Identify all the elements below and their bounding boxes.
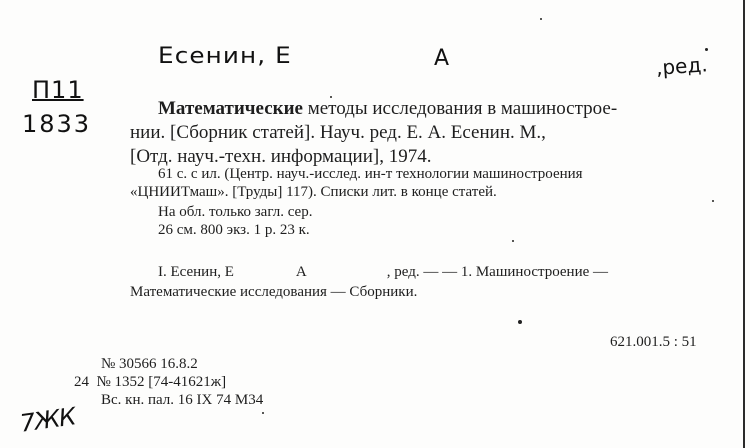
tracing-line-1 — [158, 264, 608, 281]
title-line-2: нии. [Сборник статей]. Науч. ред. Е. А. Есенин. М., — [130, 122, 546, 143]
tracing-subjects: , ред. — — 1. Машиностроение — — [386, 264, 609, 280]
udc-code: 621.001.5 : 51 — [610, 334, 697, 350]
ink-speck — [330, 96, 332, 98]
handwritten-role: ,ред. — [655, 52, 709, 80]
note-line: На обл. только загл. сер. — [158, 204, 313, 220]
card-edge — [743, 0, 745, 448]
registry-line-3: Вс. кн. пал. 16 IX 74 М34 — [101, 392, 264, 408]
registry-prefix: 24 — [74, 374, 89, 390]
ink-speck — [512, 240, 514, 242]
registry-line-1: № 30566 16.8.2 — [101, 356, 198, 372]
price-line: 26 см. 800 экз. 1 р. 23 к. — [158, 222, 310, 238]
ink-speck — [712, 200, 714, 202]
description-line-2: «ЦНИИТмаш». [Труды] 117). Списки лит. в конце статей. — [130, 184, 497, 200]
registry-line-2 — [74, 374, 226, 391]
title-bold-word: Математические — [158, 98, 303, 119]
ink-speck — [705, 48, 708, 51]
handwritten-signature: 7ЖК — [18, 402, 77, 438]
title-line-1-rest: методы исследования в машинострое- — [302, 98, 618, 119]
handwritten-author-name: Есенин, Е — [158, 44, 292, 69]
handwritten-shelf-mark-line2: 1833 — [22, 110, 92, 138]
title-line-1 — [158, 98, 617, 120]
ink-speck — [540, 18, 542, 20]
handwritten-author-initial: А — [434, 46, 450, 71]
ink-speck — [518, 320, 522, 324]
description-line-1: 61 с. с ил. (Центр. науч.-исслед. ин-т технологии машиностроения — [158, 166, 583, 182]
title-line-3: [Отд. науч.-техн. информации], 1974. — [130, 146, 432, 167]
handwritten-shelf-mark-line1: П11 — [32, 76, 84, 104]
tracing-line-2: Математические исследования — Сборники. — [130, 284, 418, 300]
tracing-author: I. Есенин, Е — [158, 264, 234, 280]
tracing-initial: А — [295, 264, 307, 280]
registry-number: № 1352 [74-41621ж] — [96, 374, 227, 390]
ink-speck — [262, 412, 264, 414]
